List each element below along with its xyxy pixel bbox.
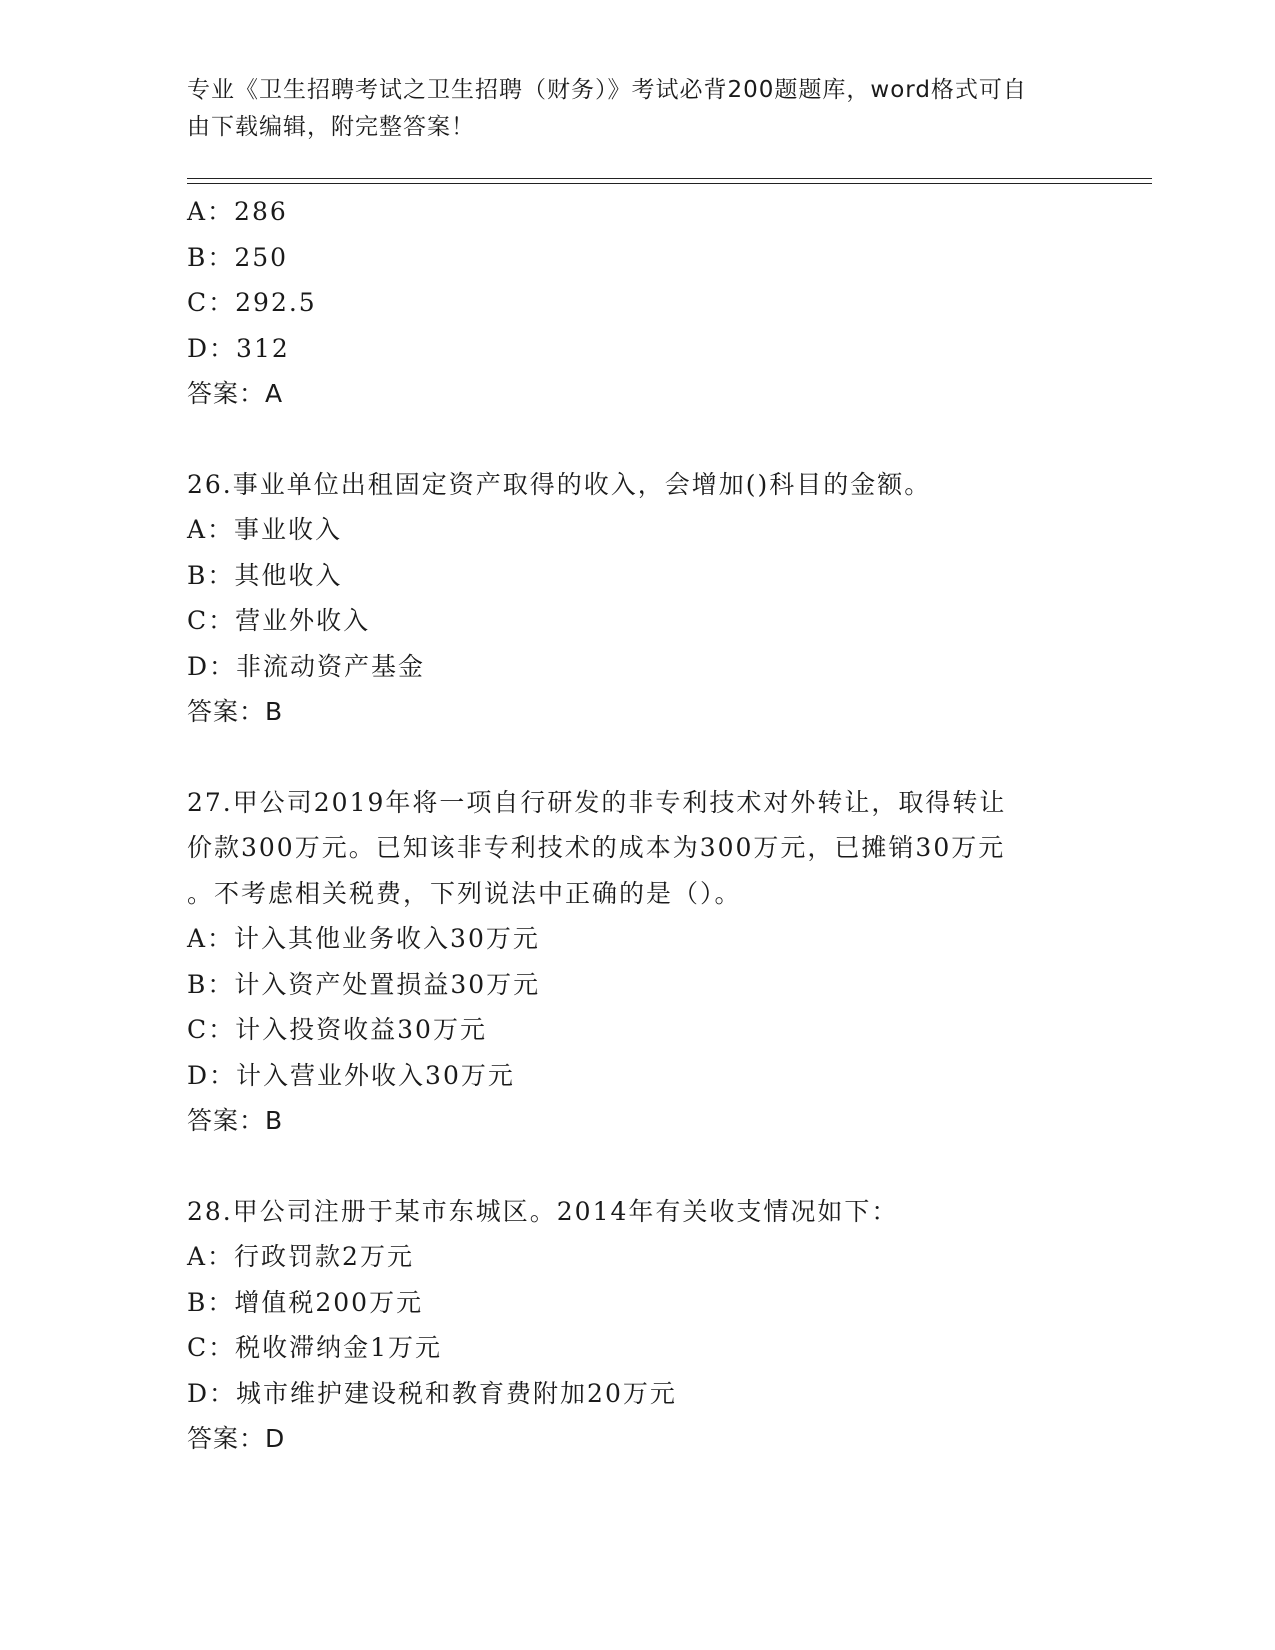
question-27 [187,780,1147,1144]
option-c: C：营业外收入 [187,606,371,635]
option-c: C：税收滞纳金1万元 [187,1333,443,1362]
question-stem-line-2: 价款300万元。已知该非专利技术的成本为300万元，已摊销30万元 [187,833,1006,862]
answer: 答案：A [187,379,284,408]
option-c: C：计入投资收益30万元 [187,1015,487,1044]
answer: 答案：B [187,697,284,726]
option-a: A：事业收入 [187,515,343,544]
header-line-1: 专业《卫生招聘考试之卫生招聘（财务）》考试必背200题题库，word格式可自 [187,77,1027,103]
question-26 [187,462,1147,735]
option-d: D：312 [187,333,290,363]
question-stem-line-1: 27.甲公司2019年将一项自行研发的非专利技术对外转让，取得转让 [187,787,1007,817]
question-28 [187,1189,1147,1462]
answer: 答案：B [187,1106,284,1135]
option-d: D：非流动资产基金 [187,651,426,681]
option-b: B：其他收入 [187,560,343,590]
option-b: B：计入资产处置损益30万元 [187,969,541,999]
spacer [187,417,1147,462]
header-divider-top [187,178,1152,179]
question-25 [187,189,1147,417]
spacer [187,1144,1147,1189]
option-a: A：计入其他业务收入30万元 [187,924,540,953]
option-b: B：增值税200万元 [187,1287,424,1317]
spacer [187,735,1147,780]
option-d: D：计入营业外收入30万元 [187,1060,515,1090]
option-a: A：行政罚款2万元 [187,1242,414,1271]
question-stem-line-3: 。不考虑相关税费，下列说法中正确的是（）。 [187,878,742,908]
header-line-2: 由下载编辑，附完整答案！ [187,114,475,140]
question-list [187,189,1147,1462]
question-stem: 28.甲公司注册于某市东城区。2014年有关收支情况如下： [187,1196,899,1226]
document-header [187,72,1067,146]
question-stem: 26.事业单位出租固定资产取得的收入，会增加()科目的金额。 [187,469,932,499]
option-d: D：城市维护建设税和教育费附加20万元 [187,1378,677,1408]
option-b: B：250 [187,242,289,272]
option-a: A：286 [187,197,288,226]
answer: 答案：D [187,1424,286,1453]
header-divider-bottom [187,183,1152,184]
option-c: C：292.5 [187,288,317,317]
